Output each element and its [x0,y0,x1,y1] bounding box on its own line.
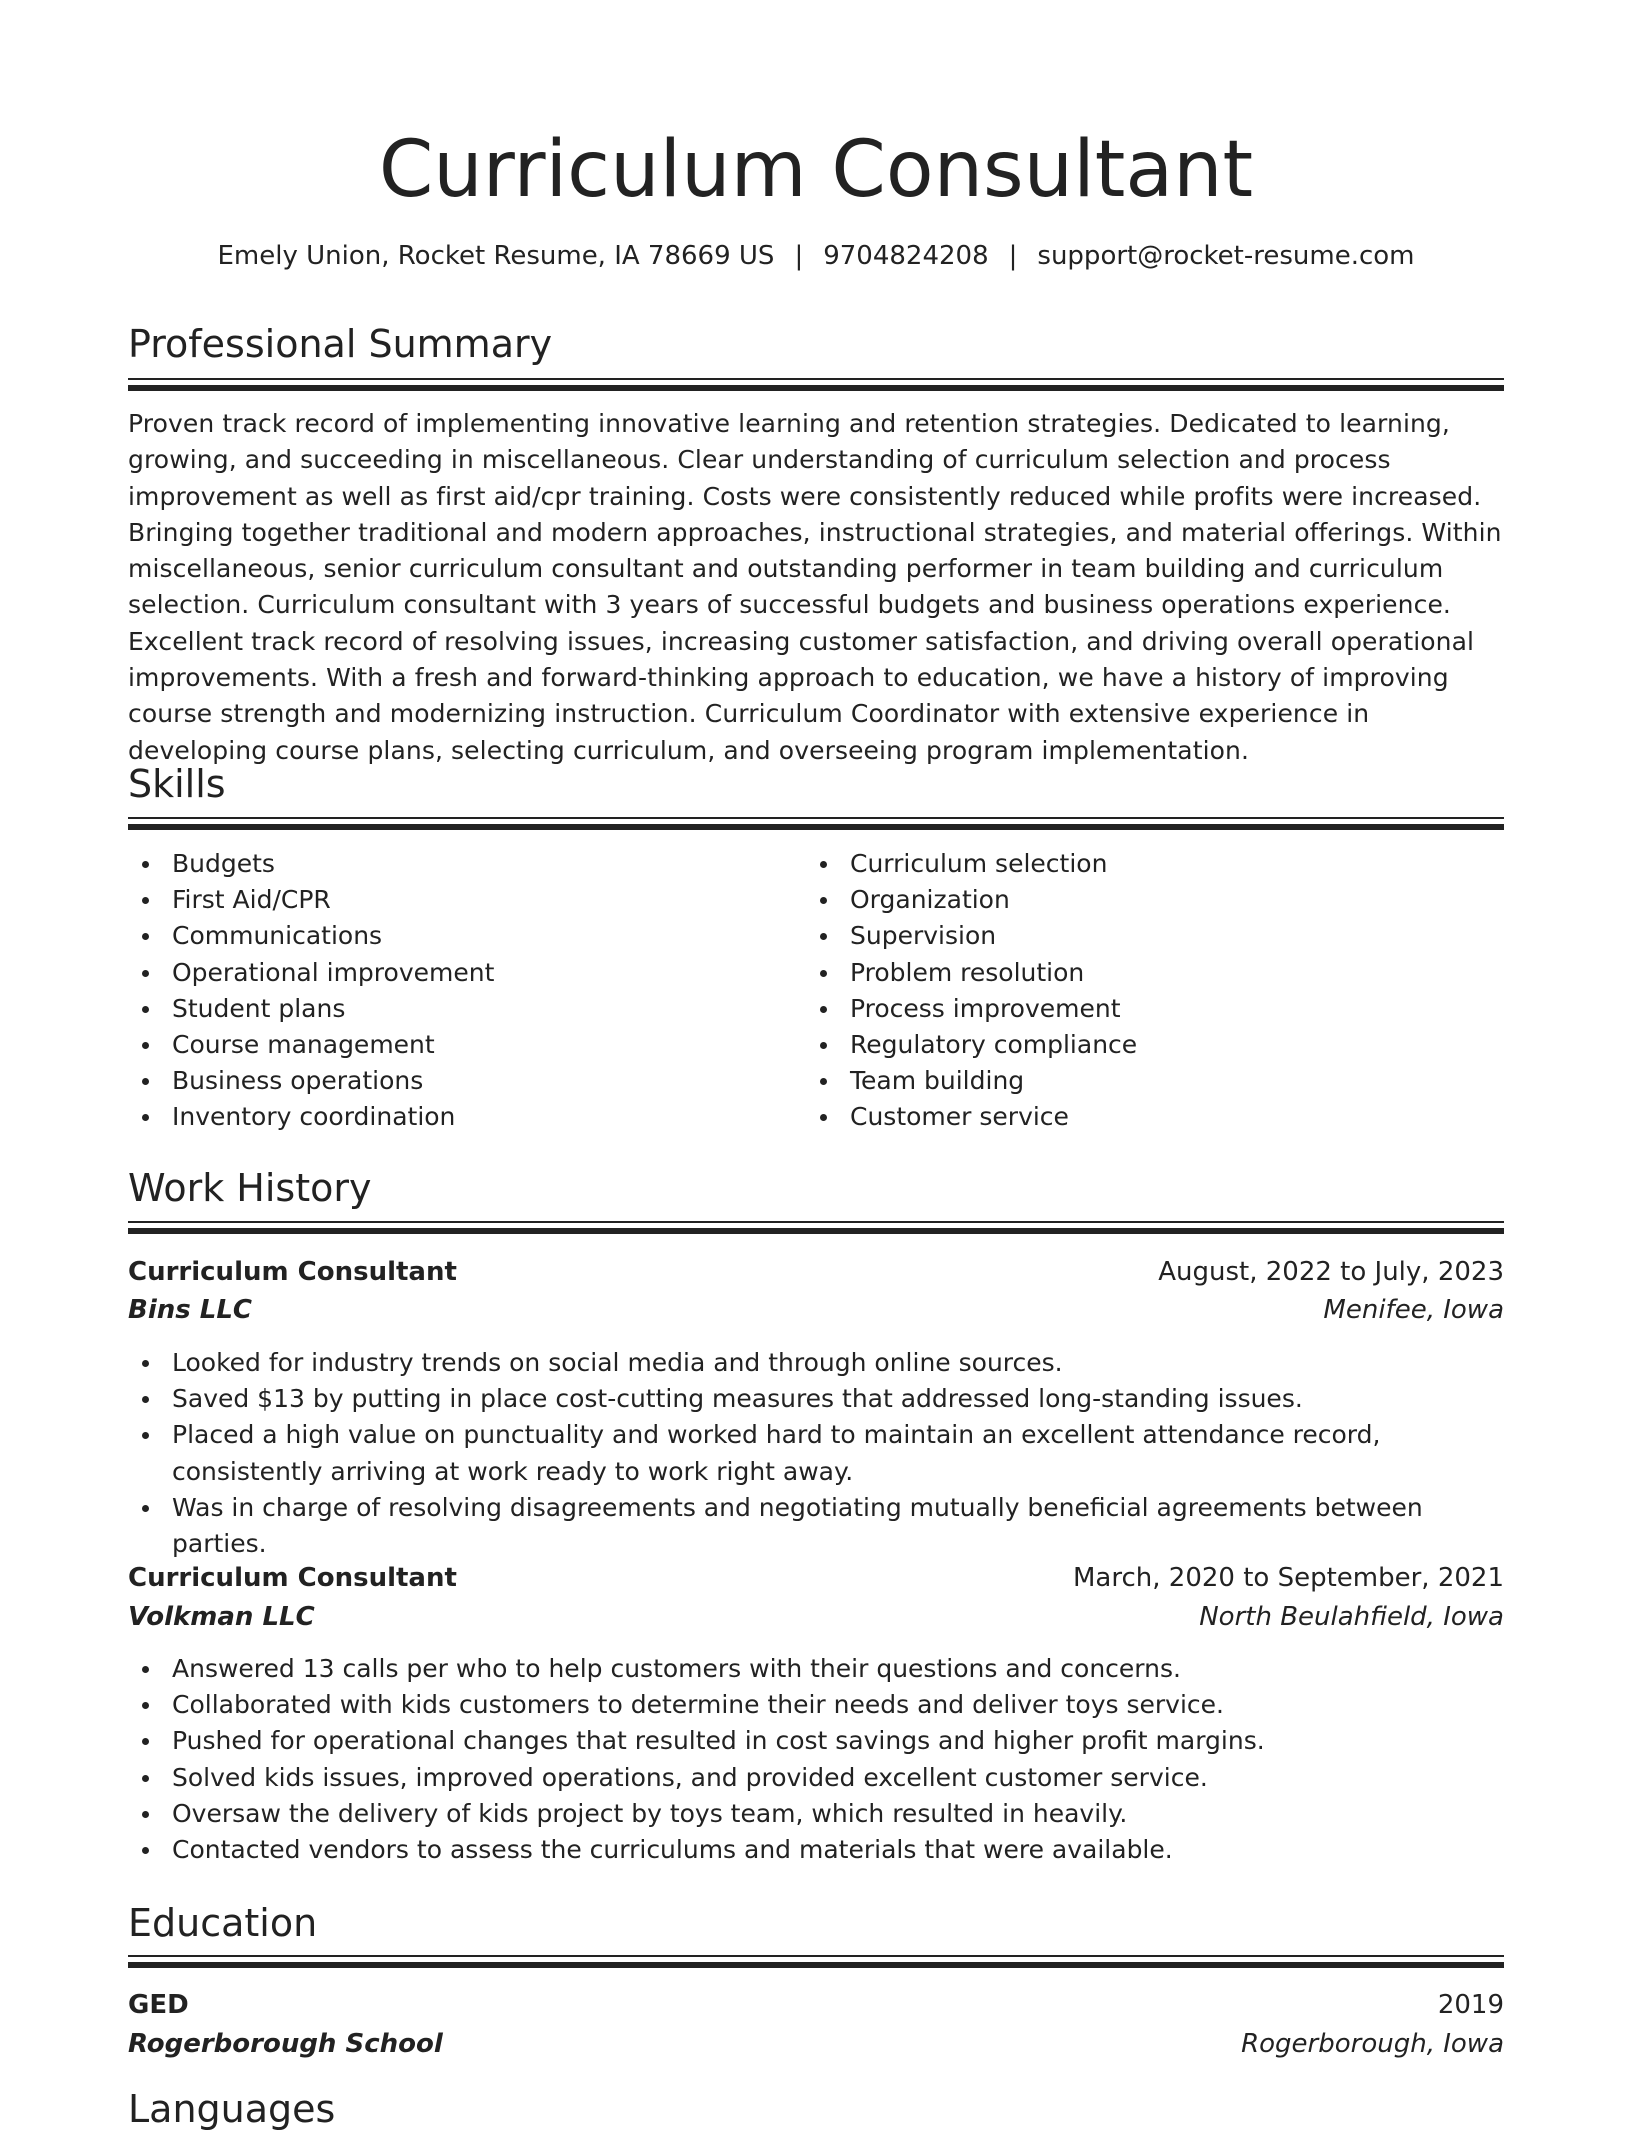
contact-address: Emely Union, Rocket Resume, IA 78669 US [217,241,775,271]
list-item: Student plans [128,991,768,1027]
education-school: Rogerborough School [128,2029,443,2059]
job-title: Curriculum Consultant [128,1257,457,1287]
list-item: Organization [806,882,1504,918]
job-header [128,1252,1504,1292]
job-title: Curriculum Consultant [128,1563,457,1593]
list-item: Solved kids issues, improved operations, and provided excellent customer service. [128,1760,1504,1796]
list-item: Customer service [806,1099,1504,1135]
education-year: 2019 [1437,1990,1504,2020]
contact-phone: 9704824208 [823,241,989,271]
contact-separator: | [1008,241,1018,271]
job-location: North Beulahfield, Iowa [1199,1602,1504,1632]
education-header [128,1985,1504,2025]
list-item: First Aid/CPR [128,882,768,918]
contact-separator: | [794,241,804,271]
list-item: Contacted vendors to assess the curriculums and materials that were available. [128,1832,1504,1868]
list-item: Supervision [806,918,1504,954]
list-item: Problem resolution [806,955,1504,991]
contact-line [128,236,1504,276]
job-company: Volkman LLC [128,1602,315,1632]
list-item: Looked for industry trends on social media and through online sources. [128,1345,1504,1381]
education-location: Rogerborough, Iowa [1241,2029,1504,2059]
education-subheader [128,2024,1504,2064]
list-item: Saved $13 by putting in place cost-cutting measures that addressed long-standing issues. [128,1381,1504,1417]
job-subheader [128,1290,1504,1330]
job-bullets [128,1345,1504,1562]
job-dates: August, 2022 to July, 2023 [1158,1257,1504,1287]
list-item: Team building [806,1063,1504,1099]
list-item: Was in charge of resolving disagreements and negotiating mutually beneficial agreements between parties. [128,1490,1504,1562]
list-item: Oversaw the delivery of kids project by toys team, which resulted in heavily. [128,1796,1504,1832]
job-header [128,1558,1504,1598]
section-heading-education: Education [128,1901,318,1945]
list-item: Inventory coordination [128,1099,768,1135]
job-bullets [128,1651,1504,1868]
contact-email[interactable]: support@rocket-resume.com [1037,241,1415,271]
list-item: Regulatory compliance [806,1027,1504,1063]
list-item: Placed a high value on punctuality and worked hard to maintain an excellent attendance record, consistently arriving at work ready to work right away. [128,1417,1504,1489]
section-heading-languages: Languages [128,2087,336,2131]
skills-list-left [128,846,768,1136]
section-heading-skills: Skills [128,762,226,806]
job-subheader [128,1597,1504,1637]
list-item: Collaborated with kids customers to determine their needs and deliver toys service. [128,1687,1504,1723]
list-item: Business operations [128,1063,768,1099]
list-item: Pushed for operational changes that resulted in cost savings and higher profit margins. [128,1723,1504,1759]
list-item: Curriculum selection [806,846,1504,882]
list-item: Answered 13 calls per who to help customers with their questions and concerns. [128,1651,1504,1687]
list-item: Budgets [128,846,768,882]
section-heading-work: Work History [128,1166,372,1210]
list-item: Communications [128,918,768,954]
summary-text: Proven track record of implementing innovative learning and retention strategies. Dedicated to learning, growing, and succeeding in miscellaneous. Clear understanding of curriculum selection and process improvement as well as first aid/cpr training. Costs were consistently reduced while profits were increased. Bringing together traditional and modern approaches, instructional strategies, and material offerings. Within miscellaneous, senior curriculum consultant and outstanding performer in team building and curriculum selection. Curriculum consultant with 3 years of successful budgets and business operations experience. Excellent track record of resolving issues, increasing customer satisfaction, and driving overall operational improvements. With a fresh and forward-thinking approach to education, we have a history of improving course strength and modernizing instruction. Curriculum Coordinator with extensive experience in developing course plans, selecting curriculum, and overseeing program implementation. [128,409,1502,765]
resume-title: Curriculum Consultant [378,125,1254,215]
skills-list-right [806,846,1504,1136]
job-dates: March, 2020 to September, 2021 [1073,1563,1504,1593]
list-item: Course management [128,1027,768,1063]
list-item: Operational improvement [128,955,768,991]
education-degree: GED [128,1990,189,2020]
list-item: Process improvement [806,991,1504,1027]
job-company: Bins LLC [128,1295,252,1325]
job-location: Menifee, Iowa [1323,1295,1504,1325]
section-heading-summary: Professional Summary [128,322,553,366]
